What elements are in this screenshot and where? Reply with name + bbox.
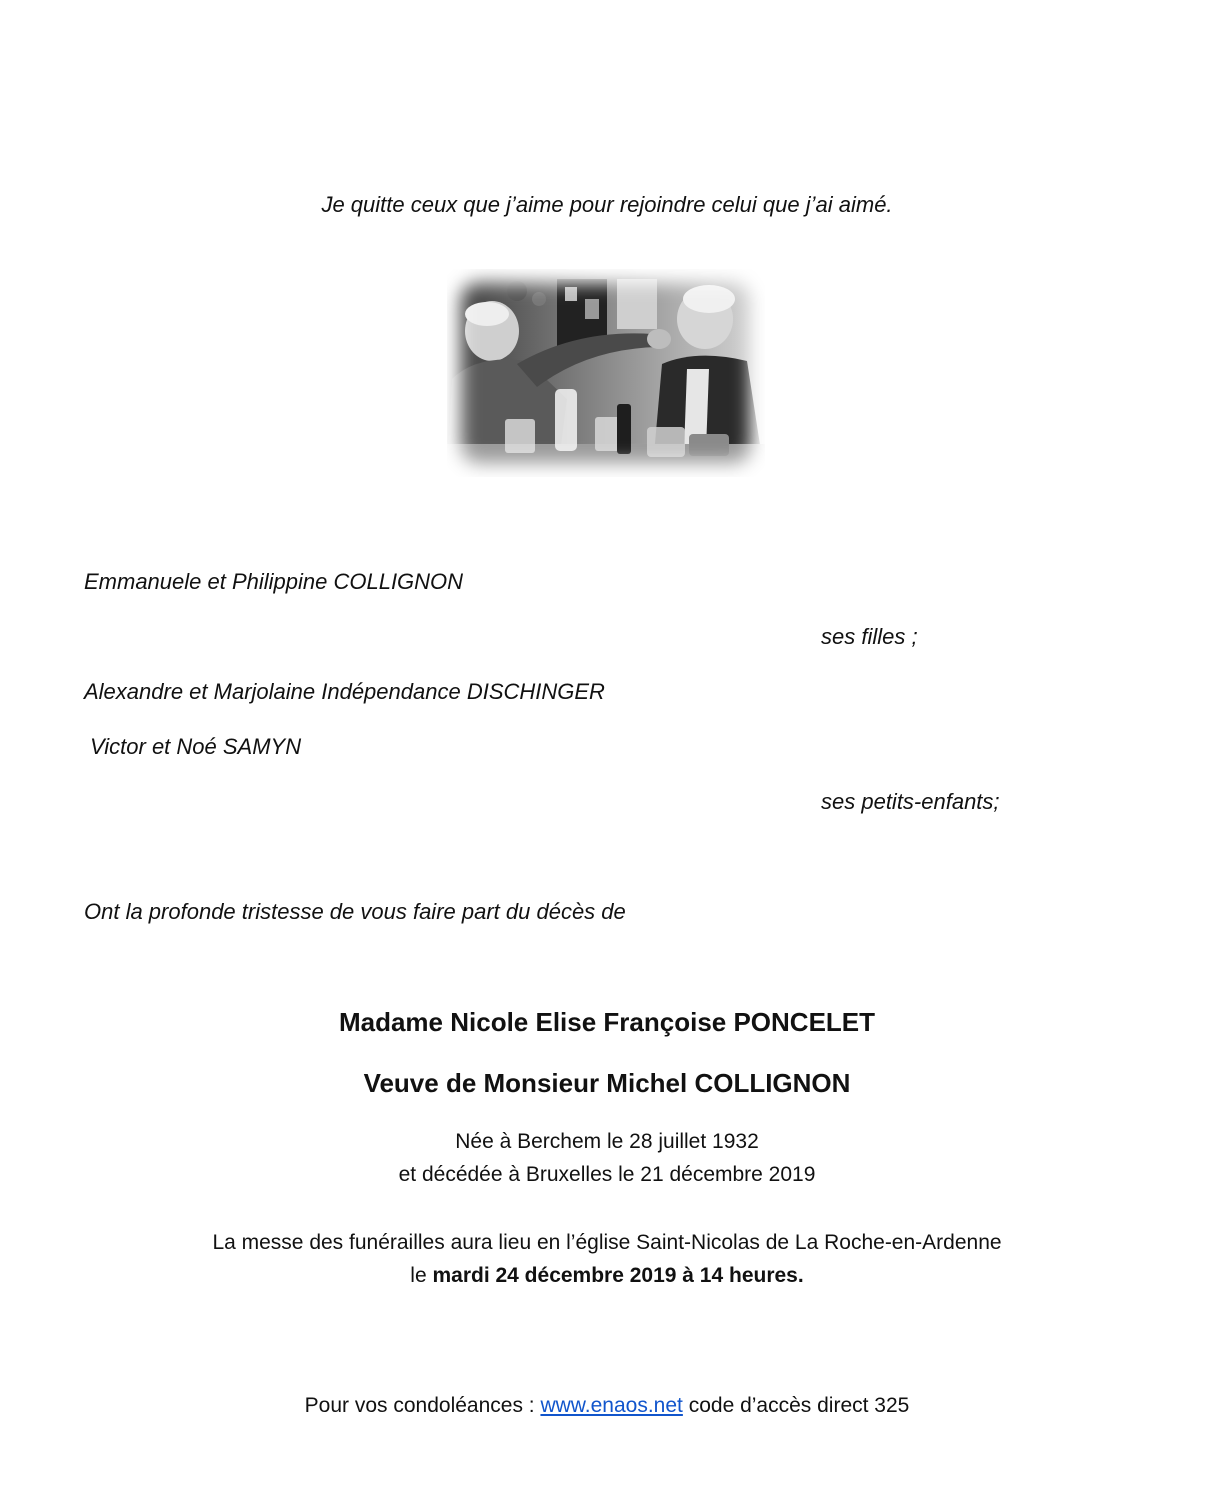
widow-of: Veuve de Monsieur Michel COLLIGNON	[363, 1068, 851, 1098]
condolences-suffix: code d’accès direct 325	[682, 1394, 910, 1417]
announcement: Ont la profonde tristesse de vous faire part du décès de	[84, 899, 626, 924]
grandchildren-names-2: Victor et Noé SAMYN	[90, 734, 302, 759]
funeral-datetime: mardi 24 décembre 2019 à 14 heures.	[432, 1264, 804, 1287]
funeral-location: La messe des funérailles aura lieu en l’église Saint-Nicolas de La Roche-en-Ardenne	[212, 1231, 1002, 1254]
daughters-role: ses filles ;	[821, 624, 918, 649]
death-line: et décédée à Bruxelles le 21 décembre 2019	[398, 1163, 816, 1186]
daughters-names: Emmanuele et Philippine COLLIGNON	[84, 569, 464, 594]
condolences-line	[0, 1394, 1214, 1418]
funeral-date-line	[0, 1259, 1214, 1292]
birth-line: Née à Berchem le 28 juillet 1932	[455, 1130, 759, 1153]
birth-death-block	[0, 1125, 1214, 1191]
funeral-prefix: le	[410, 1264, 433, 1287]
elderly-couple-photo	[447, 269, 765, 477]
condolences-link[interactable]: www.enaos.net	[540, 1394, 683, 1417]
condolences-label: Pour vos condoléances :	[304, 1394, 541, 1417]
epigraph: Je quitte ceux que j’aime pour rejoindre celui que j’ai aimé.	[321, 192, 893, 217]
grandchildren-role: ses petits-enfants;	[821, 789, 1000, 814]
grandchildren-names-1: Alexandre et Marjolaine Indépendance DISCHINGER	[84, 679, 605, 704]
funeral-block	[0, 1226, 1214, 1292]
deceased-name: Madame Nicole Elise Françoise PONCELET	[338, 1007, 876, 1037]
